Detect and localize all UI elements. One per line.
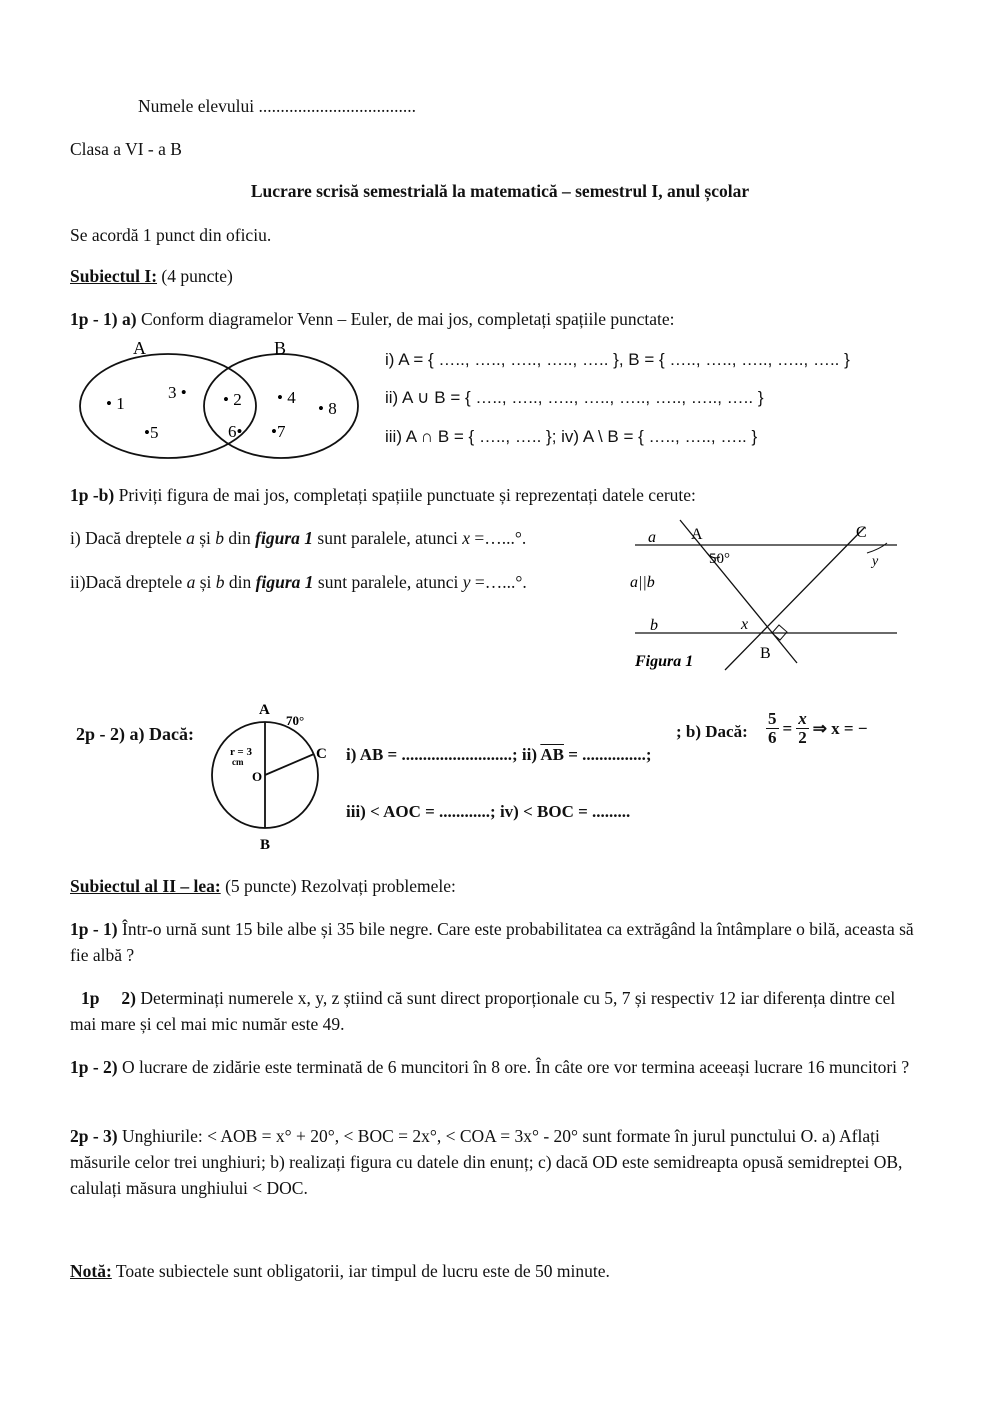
var-b: b bbox=[215, 572, 225, 592]
text-span: = ...............; bbox=[563, 745, 652, 764]
ex1b-prefix: 1p -b) bbox=[70, 485, 115, 505]
label-point-a: A bbox=[691, 526, 703, 543]
var-b: b bbox=[215, 528, 225, 548]
arc-label: 70° bbox=[286, 713, 305, 728]
figure-ref: figura 1 bbox=[255, 572, 314, 592]
venn-question-3: iii) A ∩ B = { ….., ….. }; iv) A \ B = { ….., ….., ….. } bbox=[385, 427, 758, 446]
question-ab: i) AB = .......................... bbox=[346, 745, 512, 764]
radius-unit: cm bbox=[232, 757, 244, 767]
ex1b-text: Priviți figura de mai jos, completați spațiile punctuate și reprezentați datele cerute: bbox=[114, 485, 696, 505]
ex2-questions-row1 bbox=[346, 745, 652, 765]
ex1a-text: Conform diagramelor Venn – Euler, de mai jos, completați spațiile punctate: bbox=[136, 309, 675, 329]
fraction-numerator: 5 bbox=[768, 709, 777, 728]
venn-element: • 1 bbox=[106, 394, 125, 413]
problem-prefix: 1p - 2) bbox=[70, 1057, 118, 1077]
label-point-c: C bbox=[856, 524, 867, 541]
footer-label: Notă: bbox=[70, 1261, 112, 1281]
ex1b-statement bbox=[70, 485, 696, 506]
text-span: ; ii) bbox=[512, 745, 541, 764]
circle-figure bbox=[208, 698, 338, 853]
text-span: din bbox=[224, 572, 256, 592]
transversal-bc bbox=[725, 527, 865, 670]
subject2-points: (5 puncte) Rezolvați problemele: bbox=[220, 876, 456, 896]
problem-1 bbox=[70, 916, 920, 968]
figure-1 bbox=[625, 515, 910, 675]
ex1a-statement bbox=[70, 309, 675, 330]
venn-label-a: A bbox=[133, 338, 146, 358]
problem-2 bbox=[70, 985, 920, 1037]
class-name: Clasa a VI - a B bbox=[70, 139, 182, 159]
text-span: și bbox=[195, 572, 216, 592]
subject1-heading bbox=[70, 266, 233, 287]
radius-label: r = 3 bbox=[230, 746, 252, 758]
point-c: C bbox=[316, 746, 327, 762]
ex2-prefix: 2p - 2) a) Dacă: bbox=[76, 724, 194, 744]
figure-caption: Figura 1 bbox=[635, 653, 694, 670]
problem-text: Într-o urnă sunt 15 bile albe și 35 bile negre. Care este probabilitatea ca extrăgând la întâmplare o bilă, aceasta să fie albă ? bbox=[70, 919, 914, 965]
fraction-5-6 bbox=[766, 710, 779, 747]
answer-blank: =…...°. bbox=[470, 572, 527, 592]
footer-note bbox=[70, 1261, 610, 1282]
text-span: sunt paralele, atunci bbox=[313, 528, 463, 548]
ex2b-prefix: ; b) Dacă: bbox=[676, 722, 748, 741]
venn-diagram bbox=[78, 336, 378, 464]
problem-3 bbox=[70, 1054, 920, 1080]
ex1b-question-2 bbox=[70, 572, 527, 593]
student-name-line: Numele elevului .................................... bbox=[138, 96, 417, 116]
label-angle-50: 50° bbox=[709, 551, 730, 567]
label-point-b: B bbox=[760, 645, 771, 662]
text-span: și bbox=[194, 528, 216, 548]
subject1-label: Subiectul I: bbox=[70, 266, 158, 286]
answer-blank: =…...°. bbox=[470, 528, 527, 548]
venn-question-2: ii) A ∪ B = { ….., ….., ….., ….., ….., ….., ….., ….. } bbox=[385, 388, 764, 407]
ex1a-prefix: 1p - 1) a) bbox=[70, 309, 137, 329]
venn-label-b: B bbox=[274, 338, 287, 358]
subject1-points: (4 puncte) bbox=[157, 266, 233, 286]
venn-element: 6• bbox=[228, 422, 243, 441]
text-span: i) Dacă dreptele bbox=[70, 528, 187, 548]
page-title: Lucrare scrisă semestrială la matematică – semestrul I, anul școlar bbox=[250, 181, 750, 201]
label-x: x bbox=[741, 616, 749, 633]
ex2b-equation bbox=[766, 710, 868, 747]
var-y: y bbox=[462, 572, 471, 592]
text-span: sunt paralele, atunci bbox=[313, 572, 463, 592]
label-a: a bbox=[648, 529, 656, 546]
problem-prefix: 2p - 3) bbox=[70, 1126, 118, 1146]
point-b: B bbox=[260, 837, 271, 853]
venn-question-1: i) A = { ….., ….., ….., ….., ….. }, B = { ….., ….., ….., ….., ….. } bbox=[385, 350, 850, 369]
arc-ab: $\overline{AB}$ bbox=[540, 745, 564, 764]
problem-text: Determinați numerele x, y, z știind că sunt direct proporționale cu 5, 7 și respectiv 12 iar diferența dintre cel mai mare și cel mai mic număr este 49. bbox=[70, 988, 896, 1034]
label-y: y bbox=[872, 554, 879, 569]
venn-element: • 2 bbox=[223, 390, 242, 409]
venn-element: 3 • bbox=[168, 383, 187, 402]
problem-text: O lucrare de zidărie este terminată de 6 muncitori în 8 ore. În câte ore vor termina aceeași lucrare 16 muncitori ? bbox=[117, 1057, 910, 1077]
fraction-denominator: 6 bbox=[768, 728, 777, 747]
fraction-numerator: x bbox=[798, 709, 807, 728]
fraction-x-2 bbox=[796, 710, 809, 747]
point-a: A bbox=[259, 702, 270, 718]
points-note: Se acordă 1 punct din oficiu. bbox=[70, 225, 272, 245]
figure-ref: figura 1 bbox=[255, 528, 314, 548]
point-o: O bbox=[252, 769, 263, 784]
var-x: x bbox=[462, 528, 470, 548]
label-b: b bbox=[650, 617, 658, 634]
venn-element: •5 bbox=[144, 423, 159, 442]
radius-oc bbox=[265, 754, 314, 775]
venn-element: • 8 bbox=[318, 399, 337, 418]
fraction-denominator: 2 bbox=[798, 728, 807, 747]
text-span: ii)Dacă dreptele bbox=[70, 572, 187, 592]
subject2-label: Subiectul al II – lea: bbox=[70, 876, 221, 896]
venn-element: • 4 bbox=[277, 388, 296, 407]
problem-prefix: 1p - 1) bbox=[70, 919, 118, 939]
implies-result: ⇒ x = − bbox=[812, 718, 868, 738]
problem-text: Unghiurile: < AOB = x° + 20°, < BOC = 2x°, < COA = 3x° - 20° sunt formate în jurul punctului O. a) Aflați măsurile celor trei unghiuri; b) realizați figura cu datele din enunț; c) dacă OD este semidreapta opusă semidreptei OB, calulați măsura unghiului < DOC. bbox=[70, 1126, 903, 1198]
venn-element: •7 bbox=[271, 422, 286, 441]
text-span: din bbox=[224, 528, 256, 548]
ex1b-question-1 bbox=[70, 528, 526, 549]
problem-4 bbox=[70, 1123, 920, 1201]
footer-text: Toate subiectele sunt obligatorii, iar timpul de lucru este de 50 minute. bbox=[111, 1261, 610, 1281]
var-a: a bbox=[186, 572, 196, 592]
var-a: a bbox=[186, 528, 195, 548]
subject2-heading bbox=[70, 876, 456, 897]
label-parallel: a||b bbox=[630, 574, 655, 591]
ex2-questions-row2: iii) < AOC = ............; iv) < BOC = ......... bbox=[346, 802, 631, 821]
equals-sign: = bbox=[782, 718, 793, 738]
problem-prefix: 1p 2) bbox=[81, 988, 136, 1008]
